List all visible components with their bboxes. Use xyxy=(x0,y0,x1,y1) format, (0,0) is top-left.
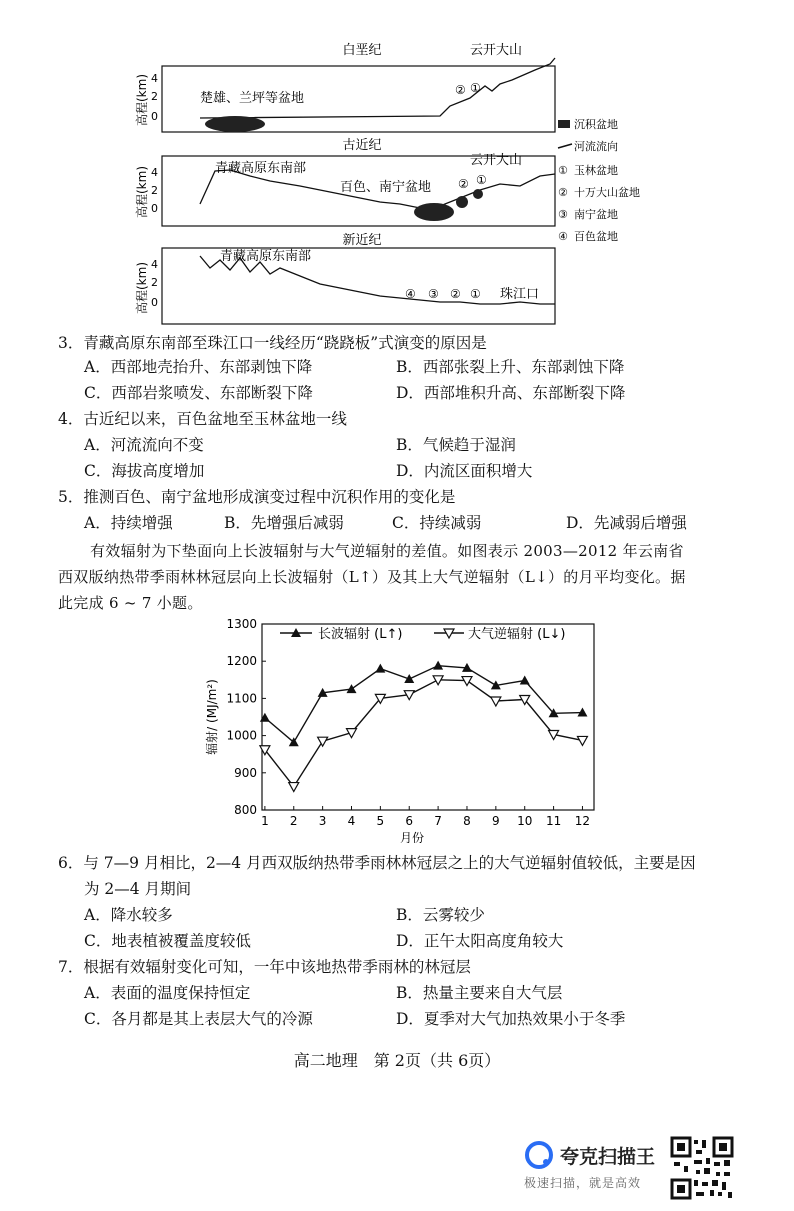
panel-1-marker-2: ② xyxy=(455,83,466,97)
profile-figure xyxy=(135,36,680,326)
watermark-slogan: 极速扫描，就是高效 xyxy=(524,1176,642,1190)
scanner-watermark xyxy=(520,1138,670,1194)
question-3-option-a[interactable]: A．西部地壳抬升、东部剥蚀下降 xyxy=(84,358,313,376)
question-3-stem: 3．青藏高原东南部至珠江口一线经历“跷跷板”式演变的原因是 xyxy=(58,334,487,352)
question-5-stem: 5．推测百色、南宁盆地形成演变过程中沉积作用的变化是 xyxy=(58,488,456,506)
question-6-option-b[interactable]: B．云雾较少 xyxy=(396,906,485,924)
panel-1-left-label: 楚雄、兰坪等盆地 xyxy=(200,91,305,106)
legend-river-symbol xyxy=(558,144,572,148)
y-tick-label: 900 xyxy=(234,765,257,780)
point-ldown xyxy=(318,737,328,746)
y-tick-label: 1000 xyxy=(226,728,257,743)
point-lup xyxy=(346,684,356,693)
profile-legend xyxy=(558,117,640,243)
y-tick-label: 1300 xyxy=(226,617,257,631)
question-6-option-a[interactable]: A．降水较多 xyxy=(84,906,173,924)
question-6-option-d[interactable]: D．正午太阳高度角较大 xyxy=(396,932,564,950)
panel-2-tick-0: 0 xyxy=(151,202,158,215)
panel-3-ylabel: 高程(km) xyxy=(135,261,149,314)
legend-label-lup: 长波辐射 (L↑) xyxy=(318,627,403,642)
series-ldown-line xyxy=(265,680,583,787)
question-3-option-b[interactable]: B．西部张裂上升、东部剥蚀下降 xyxy=(396,358,625,376)
panel-1-marker-1: ① xyxy=(470,81,481,95)
y-tick-label: 1200 xyxy=(226,654,257,669)
x-tick-label: 12 xyxy=(574,814,591,828)
legend-label-ldown: 大气逆辐射 (L↓) xyxy=(468,627,566,642)
panel-2-tick-4: 4 xyxy=(151,166,158,179)
x-tick-label: 3 xyxy=(318,814,327,828)
x-tick-label: 11 xyxy=(545,814,562,828)
panel-1-ylabel: 高程(km) xyxy=(135,73,149,126)
x-tick-label: 8 xyxy=(463,814,471,828)
point-lup xyxy=(260,713,270,722)
panel-3-title: 新近纪 xyxy=(342,233,382,248)
panel-2-marker-1: ① xyxy=(476,173,487,187)
question-4-option-a[interactable]: A．河流流向不变 xyxy=(84,436,204,454)
series-lup-line xyxy=(265,666,583,743)
panel-3-marker-2: ② xyxy=(450,287,461,301)
legend-item-4: 十万大山盆地 xyxy=(574,186,640,199)
question-7-option-d[interactable]: D．夏季对大气加热效果小于冬季 xyxy=(396,1010,626,1028)
chart-legend xyxy=(280,626,565,642)
x-tick-label: 4 xyxy=(347,814,356,828)
chart-ylabel: 辐射/ (MJ/m²) xyxy=(205,679,219,755)
panel-2-mountain-label: 云开大山 xyxy=(470,153,523,168)
question-7-option-b[interactable]: B．热量主要来自大气层 xyxy=(396,984,563,1002)
question-4-option-c[interactable]: C．海拔高度增加 xyxy=(84,462,205,480)
question-5-option-c[interactable]: C．持续减弱 xyxy=(392,514,482,532)
legend-item-6: 百色盆地 xyxy=(574,230,618,243)
sediment-basin-nanning xyxy=(414,203,454,221)
panel-3-tick-4: 4 xyxy=(151,258,158,271)
legend-item-2: 河流流向 xyxy=(574,140,618,153)
question-6-option-c[interactable]: C．地表植被覆盖度较低 xyxy=(84,932,251,950)
legend-symbol-5: ③ xyxy=(558,208,568,221)
point-ldown xyxy=(577,736,587,745)
panel-1-tick-0: 0 xyxy=(151,110,158,123)
panel-2-ylabel: 高程(km) xyxy=(135,165,149,218)
profile-panel-1-terrain xyxy=(200,58,555,118)
x-tick-label: 7 xyxy=(434,814,442,828)
point-lup xyxy=(404,674,414,683)
point-lup xyxy=(520,676,530,685)
chart-xlabel: 月份 xyxy=(399,831,425,845)
radiation-chart xyxy=(200,616,600,848)
x-tick-label: 2 xyxy=(289,814,298,828)
question-7-option-a[interactable]: A．表面的温度保持恒定 xyxy=(84,984,251,1002)
qr-code-icon xyxy=(670,1136,734,1200)
x-tick-label: 10 xyxy=(517,814,533,828)
panel-3-tick-2: 2 xyxy=(151,276,158,289)
point-lup xyxy=(375,664,385,673)
intro-line-1: 有效辐射为下垫面向上长波辐射与大气逆辐射的差值。如图表示 2003—2012 年云南省 xyxy=(90,542,684,560)
question-3-option-d[interactable]: D．西部堆积升高、东部断裂下降 xyxy=(396,384,626,402)
question-6-stem-continued: 为 2—4 月期间 xyxy=(84,880,192,898)
panel-1-title: 白垩纪 xyxy=(342,43,382,58)
panel-3-marker-1: ① xyxy=(470,287,481,301)
sediment-basin-yulin xyxy=(473,189,483,199)
legend-item-1: 沉积盆地 xyxy=(574,118,618,131)
legend-symbol-6: ④ xyxy=(558,230,568,243)
sediment-basin-shiwan xyxy=(456,196,468,208)
chart-plot-frame xyxy=(262,624,594,810)
panel-1-tick-2: 2 xyxy=(151,90,158,103)
panel-2-marker-2: ② xyxy=(458,177,469,191)
x-tick-label: 6 xyxy=(405,814,414,828)
panel-3-right-label: 珠江口 xyxy=(500,287,540,302)
x-tick-label: 5 xyxy=(376,814,385,828)
question-4-option-b[interactable]: B．气候趋于湿润 xyxy=(396,436,516,454)
sediment-basin-chuxiong xyxy=(205,116,265,132)
y-tick-label: 1100 xyxy=(226,691,257,706)
legend-symbol-3: ① xyxy=(558,164,568,177)
panel-3-tick-0: 0 xyxy=(151,296,158,309)
panel-1-tick-4: 4 xyxy=(151,72,158,85)
question-7-option-c[interactable]: C．各月都是其上表层大气的冷源 xyxy=(84,1010,313,1028)
question-4-stem: 4．古近纪以来，百色盆地至玉林盆地一线 xyxy=(58,410,347,428)
panel-2-title: 古近纪 xyxy=(342,138,382,153)
question-5-option-b[interactable]: B．先增强后减弱 xyxy=(224,514,344,532)
point-lup xyxy=(433,661,443,670)
question-4-option-d[interactable]: D．内流区面积增大 xyxy=(396,462,533,480)
x-tick-label: 1 xyxy=(261,814,269,828)
intro-line-3: 此完成 6 ~ 7 小题。 xyxy=(58,594,203,612)
question-3-option-c[interactable]: C．西部岩浆喷发、东部断裂下降 xyxy=(84,384,313,402)
question-5-option-d[interactable]: D．先减弱后增强 xyxy=(566,514,687,532)
quark-logo-icon xyxy=(524,1140,554,1170)
legend-item-3: 玉林盆地 xyxy=(574,164,618,177)
question-7-stem: 7．根据有效辐射变化可知，一年中该地热带季雨林的林冠层 xyxy=(58,958,471,976)
x-tick-label: 9 xyxy=(492,814,500,828)
panel-2-mid-label: 百色、南宁盆地 xyxy=(340,180,432,195)
intro-line-2: 西双版纳热带季雨林林冠层向上长波辐射（L↑）及其上大气逆辐射（L↓）的月平均变化。据 xyxy=(58,568,686,586)
legend-symbol-4: ② xyxy=(558,186,568,199)
legend-item-5: 南宁盆地 xyxy=(574,208,618,221)
point-ldown xyxy=(289,783,299,792)
question-5-option-a[interactable]: A．持续增强 xyxy=(84,514,173,532)
watermark-brand: 夸克扫描王 xyxy=(560,1146,656,1168)
panel-2-left-label: 青藏高原东南部 xyxy=(215,161,307,176)
y-tick-label: 800 xyxy=(234,803,257,817)
panel-1-mountain-label: 云开大山 xyxy=(470,43,523,58)
panel-3-marker-4: ④ xyxy=(405,287,416,301)
panel-3-left-label: 青藏高原东南部 xyxy=(220,249,312,264)
panel-2-tick-2: 2 xyxy=(151,184,158,197)
panel-3-marker-3: ③ xyxy=(428,287,439,301)
legend-sediment-symbol xyxy=(558,120,570,128)
page-footer: 高二地理 第 2页（共 6页） xyxy=(293,1051,501,1070)
question-6-stem: 6．与 7—9 月相比，2—4 月西双版纳热带季雨林林冠层之上的大气逆辐射值较低，主要是因 xyxy=(58,854,696,872)
